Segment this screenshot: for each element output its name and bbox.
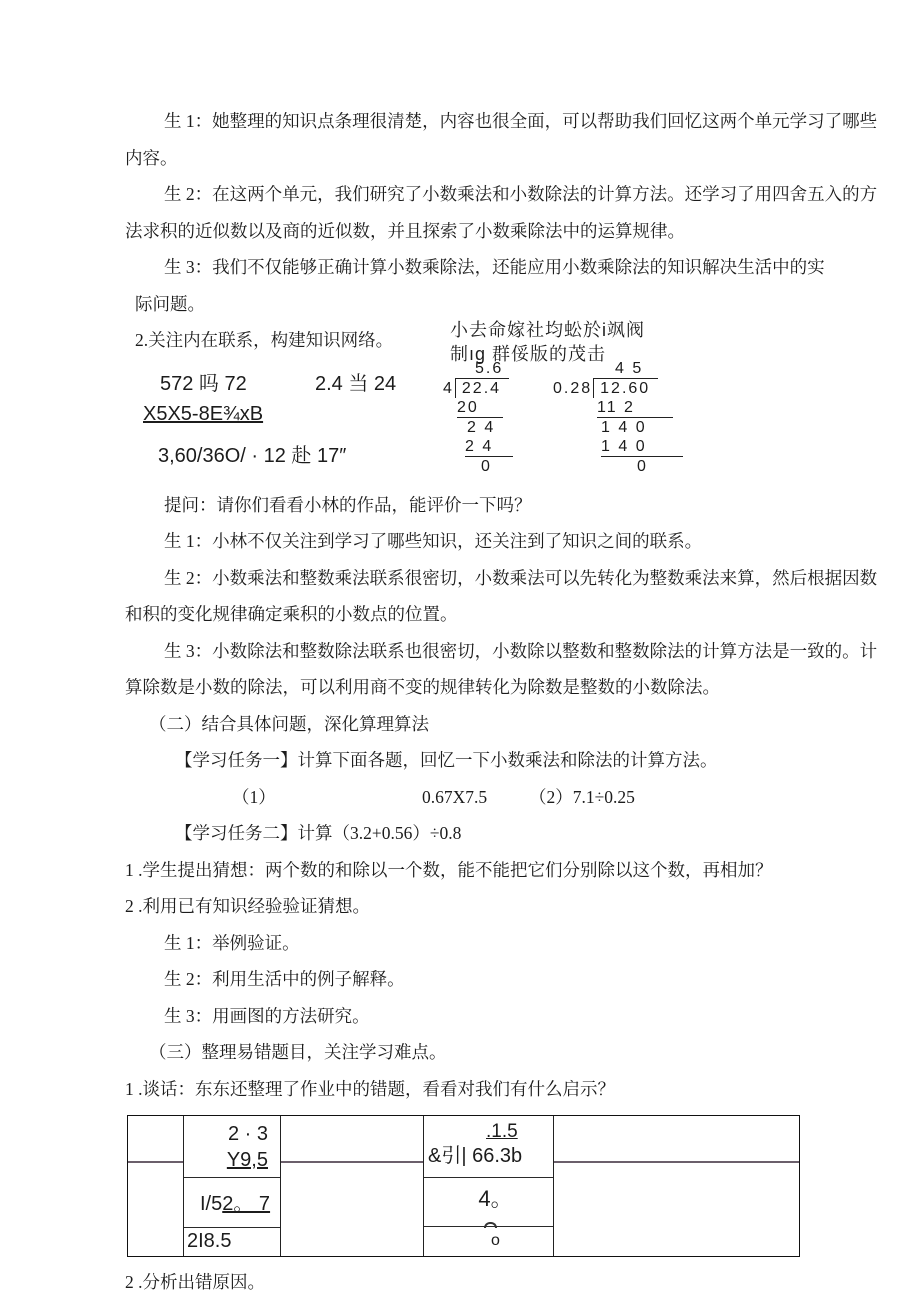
table-column <box>280 1116 423 1256</box>
exercise-expression: （2）7.1÷0.25 <box>529 786 635 807</box>
math-expression: X5X5-8E¾xB <box>143 402 264 425</box>
division-divisor: 4 <box>443 379 454 397</box>
division-quotient: .1.5 <box>486 1121 518 1142</box>
handwritten-note-line: 小去命嫁社均蚣於i飒阀 <box>450 319 645 340</box>
text-line: 1 .学生提出猜想：两个数的和除以一个数，能不能把它们分别除以这个数，再相加？ <box>125 859 773 880</box>
error-work-cell <box>184 1178 280 1228</box>
table-column <box>128 1116 183 1256</box>
work-text: I/5 <box>200 1193 223 1215</box>
text-line: 生 1：举例验证。 <box>164 932 300 953</box>
text-line: 生 3：小数除法和整数除法联系也很密切，小数除以整数和整数除法的计算方法是一致的。计 <box>164 640 878 661</box>
table-cell-empty <box>554 1163 799 1258</box>
work-text-underlined: 2。 7 <box>222 1193 271 1215</box>
math-expression: 572 吗 72 <box>160 372 247 395</box>
partial-result: 4。 <box>478 1186 513 1211</box>
multiplication-line: 2 · 3 <box>227 1123 268 1145</box>
table-cell-empty <box>281 1116 423 1163</box>
division-work-row: 1 4 0 <box>601 437 683 457</box>
math-expression: 2.4 当 24 <box>315 372 397 395</box>
error-partial-result-cell <box>424 1178 553 1227</box>
text-line: 生 2：利用生活中的例子解释。 <box>164 969 405 989</box>
error-multiplication-cell <box>184 1116 280 1178</box>
text-line: 2 .利用已有知识经验验证猜想。 <box>125 896 370 916</box>
division-work-row: 1 4 0 <box>601 418 647 436</box>
text-line: 法求积的近似数以及商的近似数，并且探索了小数乘除法中的运算规律。 <box>125 220 685 241</box>
math-expression: 3,60/36O/ · 12 赴 17″ <box>158 444 347 467</box>
multiplication-line: Y9,5 <box>226 1149 268 1171</box>
table-cell-empty <box>128 1116 183 1163</box>
table-column <box>423 1116 553 1256</box>
handwritten-note-line: 制ıg 群俀版的茂击 <box>450 343 607 364</box>
division-work-row: 2 4 <box>465 437 513 457</box>
text-line: 生 1：她整理的知识点条理很清楚，内容也很全面，可以帮助我们回忆这两个单元学习了哪些 <box>164 111 878 131</box>
table-cell-empty <box>281 1163 423 1258</box>
division-work-row: 0 <box>481 457 492 475</box>
division-work-row: 0 <box>637 457 648 475</box>
exercise-number: （1） <box>232 786 276 807</box>
division-work-row: 2 4 <box>467 418 496 436</box>
division-quotient: 4 5 <box>615 359 644 377</box>
text-line: 内容。 <box>125 147 178 168</box>
text-line: 生 2：小数乘法和整数乘法联系很密切，小数乘法可以先转化为整数乘法来算，然后根据因数 <box>164 567 878 588</box>
text-line: 提问：请你们看看小林的作品，能评价一下吗？ <box>164 494 532 515</box>
table-column <box>183 1116 280 1256</box>
long-division-example-1 <box>443 359 513 476</box>
error-division-cell <box>424 1116 553 1178</box>
table-cell-empty <box>554 1116 799 1163</box>
closing-line: 2 .分析出错原因。 <box>125 1272 265 1292</box>
table-column <box>553 1116 799 1256</box>
document-content <box>125 103 878 1301</box>
text-line: 生 3：用画图的方法研究。 <box>164 1005 370 1026</box>
text-line: 生 3：我们不仅能够正确计算小数乘除法，还能应用小数乘除法的知识解决生活中的实 <box>164 257 825 277</box>
exercise-row <box>125 779 817 816</box>
division-dividend: 22.4 <box>455 378 509 398</box>
division-work-row: 11 2 <box>597 398 673 418</box>
task-heading: 【学习任务二】计算（3.2+0.56）÷0.8 <box>175 823 462 843</box>
text-line: 生 1：小林不仅关注到学习了哪些知识，还关注到了知识之间的联系。 <box>164 531 703 551</box>
division-quotient: 5.6 <box>475 359 504 377</box>
text-line: 际问题。 <box>135 293 205 314</box>
error-result-cell: 2I8.5 <box>187 1230 232 1252</box>
error-examples-table <box>127 1115 800 1257</box>
section-heading: （二）结合具体问题，深化算理算法 <box>149 713 429 734</box>
exercise-expression: 0.67X7.5 <box>422 786 488 807</box>
long-division-example-2 <box>553 359 683 476</box>
text-line: 生 2：在这两个单元，我们研究了小数乘法和小数除法的计算方法。还学习了用四舍五入的方 <box>164 184 878 204</box>
task-heading: 【学习任务一】计算下面各题，回忆一下小数乘法和除法的计算方法。 <box>175 750 718 770</box>
division-work-row: 20 <box>457 398 503 418</box>
division-divisor: 0.28 <box>553 379 593 397</box>
knowledge-network-heading: 2.关注内在联系，构建知识网络。 <box>135 330 394 350</box>
division-expression: &引| 66.3b <box>428 1145 523 1167</box>
text-line: 和积的变化规律确定乘积的小数点的位置。 <box>125 604 458 624</box>
section-heading: （三）整理易错题目，关注学习难点。 <box>149 1042 447 1062</box>
table-cell-empty <box>128 1163 183 1258</box>
error-remainder-cell: o <box>491 1232 500 1249</box>
division-dividend: 12.60 <box>593 378 658 398</box>
text-line: 算除数是小数的除法，可以利用商不变的规律转化为除数是整数的小数除法。 <box>125 677 720 697</box>
text-line: 1 .谈话：东东还整理了作业中的错题，看看对我们有什么启示？ <box>125 1078 615 1099</box>
